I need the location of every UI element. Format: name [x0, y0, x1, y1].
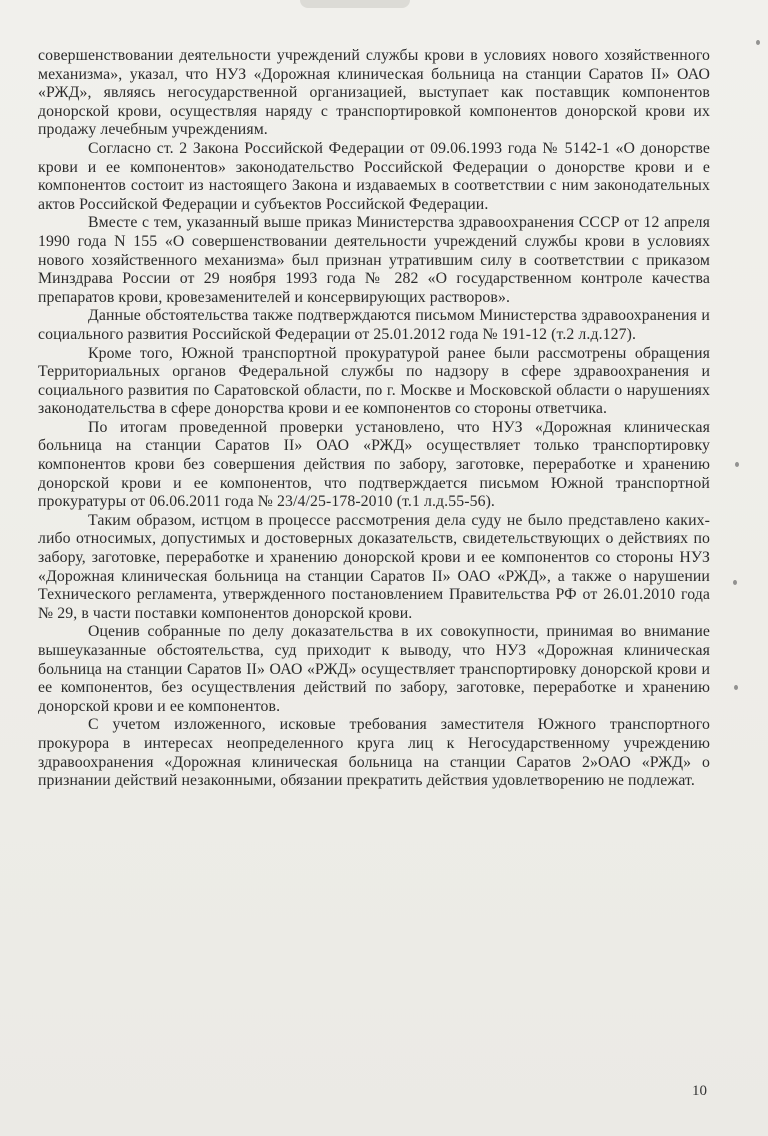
paragraph-8: Оценив собранные по делу доказательства в их совокупности, принимая во внимание вышеуказанные обстоятельства, суд приходит к выводу, что НУЗ «Дорожная клиническая больница на станции Саратов II» ОАО «РЖД» осуществляет транспортировку донорской крови и ее компонентов, без осуществления действий по забору, заготовке, переработке и хранению донорской крови и ее компонентов.	[38, 623, 710, 715]
paragraph-4: Данные обстоятельства также подтверждаются письмом Министерства здравоохранения и социального развития Российской Федерации от 25.01.2012 года № 191-12 (т.2 л.д.127).	[38, 307, 710, 343]
margin-speck	[735, 462, 739, 467]
paragraph-2: Согласно ст. 2 Закона Российской Федерации от 09.06.1993 года № 5142-1 «О донорстве крови и ее компонентов» законодательство Российской Федерации о донорстве крови и е компонентов состоит из настоящего Закона и издаваемых в соответствии с ним законодательных актов Российской Федерации и субъектов Российской Федерации.	[38, 139, 710, 213]
margin-speck	[733, 580, 737, 585]
paragraph-7: Таким образом, истцом в процессе рассмотрения дела суду не было представлено каких-либо относимых, допустимых и достоверных доказательств, свидетельствующих о действиях по забору, заготовке, переработке и хранению донорской крови и ее компонентов со стороны НУЗ «Дорожная клиническая больница на станции Саратов II» ОАО «РЖД», а также о нарушении Технического регламента, утвержденного постановлением Правительства РФ от 26.01.2010 года № 29, в части поставки компонентов донорской крови.	[38, 511, 710, 622]
margin-speck	[756, 40, 760, 45]
paragraph-6: По итогам проведенной проверки установлено, что НУЗ «Дорожная клиническая больница на станции Саратов II» ОАО «РЖД» осуществляет только транспортировку компонентов крови без совершения действия по забору, заготовке, переработке и хранению донорской крови и ее компонентов, что подтверждается письмом Южной транспортной прокуратуры от 06.06.2011 года № 23/4/25-178-2010 (т.1 л.д.55-56).	[38, 418, 710, 511]
page-number: 10	[692, 1083, 707, 1099]
paragraph-1: совершенствовании деятельности учреждений службы крови в условиях нового хозяйственного механизма», указал, что НУЗ «Дорожная клиническая больница на станции Саратов II» ОАО «РЖД», являясь негосударственной организацией, выступает как поставщик компонентов донорской крови, осуществляя наряду с транспортировкой компонентов донорской крови их продажу лечебным учреждениям.	[38, 47, 710, 139]
margin-speck	[734, 685, 738, 690]
paragraph-9: С учетом изложенного, исковые требования заместителя Южного транспортного прокурора в интересах неопределенного круга лиц к Негосударственному учреждению здравоохранения «Дорожная клиническая больница на станции Саратов 2»ОАО «РЖД» о признании действий незаконными, обязании прекратить действия удовлетворению не подлежат.	[38, 716, 710, 790]
document-body	[38, 47, 710, 791]
scan-smudge	[300, 0, 410, 8]
paragraph-3: Вместе с тем, указанный выше приказ Министерства здравоохранения СССР от 12 апреля 1990 года N 155 «О совершенствовании деятельности учреждений службы крови в условиях нового хозяйственного механизма» был признан утратившим силу в соответствии с приказом Минздрава России от 29 ноября 1993 года № 282 «О государственном контроле качества препаратов крови, кровезаменителей и консервирующих растворов».	[38, 214, 710, 306]
paragraph-5: Кроме того, Южной транспортной прокуратурой ранее были рассмотрены обращения Территориальных органов Федеральной службы по надзору в сфере здравоохранения и социального развития по Саратовской области, по г. Москве и Московской области о нарушениях законодательства в сфере донорства крови и ее компонентов со стороны ответчика.	[38, 344, 710, 418]
